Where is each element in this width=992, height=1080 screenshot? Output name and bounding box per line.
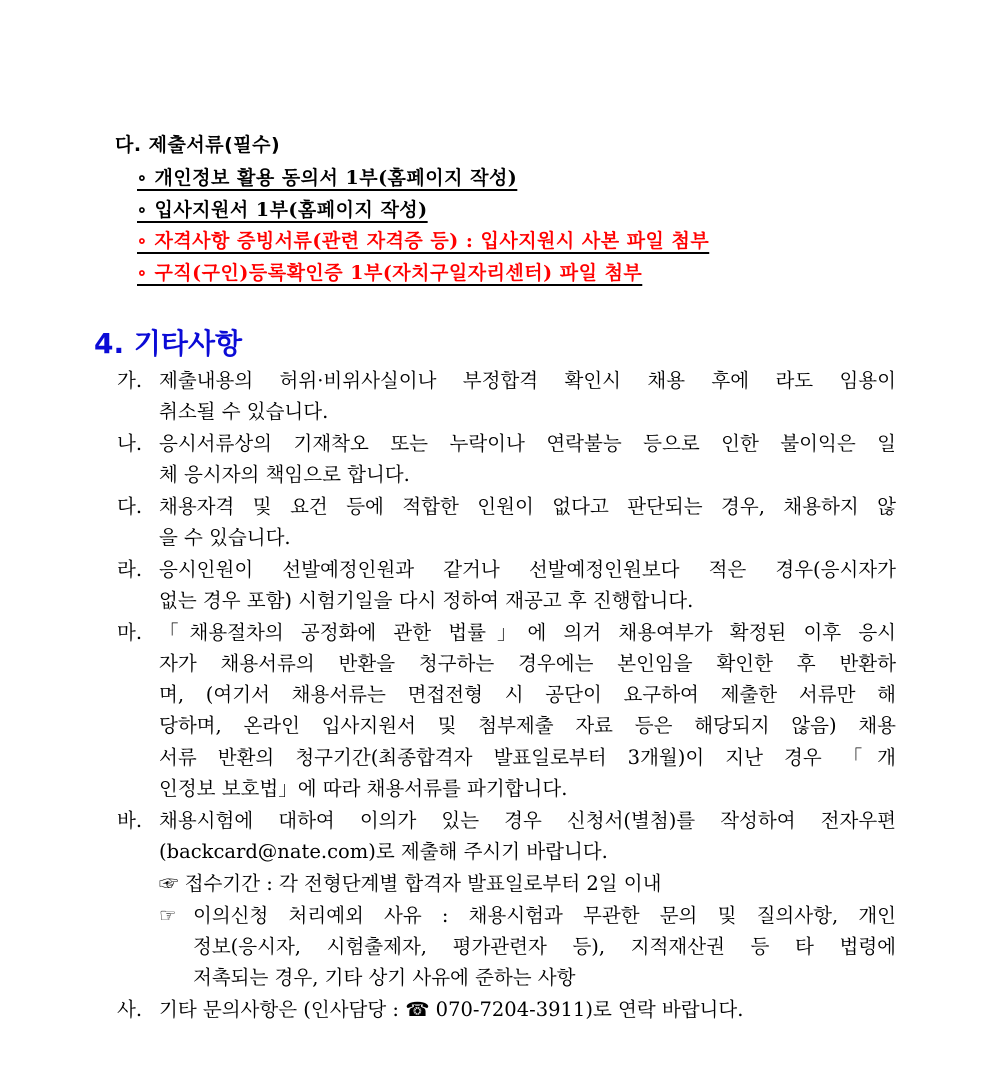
list-item-ga-line2: 취소될 수 있습니다. <box>159 400 329 423</box>
list-item-da-line2: 을 수 있습니다. <box>159 526 291 549</box>
list-item-ma-line2: 자가 채용서류의 반환을 청구하는 경우에는 본인임을 확인한 후 반환하 <box>159 652 896 675</box>
list-item-ga-line1: 제출내용의 허위·비위사실이나 부정합격 확인시 채용 후에 라도 임용이 <box>159 369 896 392</box>
section-heading-submission-docs: 다. 제출서류(필수) <box>115 134 281 156</box>
list-item-ma-line5: 서류 반환의 청구기간(최종합격자 발표일로부터 3개월)이 지난 경우 「개 <box>159 746 896 769</box>
list-item-sa-contact <box>159 994 743 1025</box>
section-heading-other-matters: 4. 기타사항 <box>94 327 243 360</box>
list-item-ma-line1: 「채용절차의 공정화에 관한 법률」에 의거 채용여부가 확정된 이후 응시 <box>159 621 896 644</box>
sub-item-exception-line1: 이의신청 처리예외 사유 : 채용시험과 무관한 문의 및 질의사항, 개인 <box>193 904 896 927</box>
list-marker-ga: 가. <box>117 369 143 392</box>
list-item-ma-line3: 며, (여기서 채용서류는 면접전형 시 공단이 요구하여 제출한 서류만 해 <box>159 683 896 706</box>
list-marker-ra: 라. <box>117 558 143 581</box>
list-item-ma-line4: 당하며, 온라인 입사지원서 및 첨부제출 자료 등은 해당되지 않음) 채용 <box>159 714 896 737</box>
telephone-icon: ☎ <box>405 998 430 1021</box>
doc-item-privacy-consent: ∘ 개인정보 활용 동의서 1부(홈페이지 작성) <box>137 167 518 189</box>
contact-phone-number: 070-7204-3911 <box>429 998 586 1021</box>
contact-text-before: 기타 문의사항은 (인사담당 : <box>159 998 406 1021</box>
list-item-da-line1: 채용자격 및 요건 등에 적합한 인원이 없다고 판단되는 경우, 채용하지 않 <box>159 495 896 518</box>
list-item-ba-line1: 채용시험에 대하여 이의가 있는 경우 신청서(별첨)를 작성하여 전자우편 <box>159 809 896 832</box>
sub-item-marker-hand-icon: ☞ <box>159 904 177 927</box>
list-item-na-line2: 체 응시자의 책임으로 합니다. <box>159 463 410 486</box>
sub-item-objection-period: ☞ 접수기간 : 각 전형단계별 합격자 발표일로부터 2일 이내 <box>159 872 662 895</box>
doc-item-job-registration-cert: ∘ 구직(구인)등록확인증 1부(자치구일자리센터) 파일 첨부 <box>137 262 643 284</box>
list-item-ma-line6: 인정보 보호법」에 따라 채용서류를 파기합니다. <box>159 777 568 800</box>
list-item-ra-line2: 없는 경우 포함) 시험기일을 다시 정하여 재공고 후 진행합니다. <box>159 589 694 612</box>
sub-item-exception-line3: 저촉되는 경우, 기타 상기 사유에 준하는 사항 <box>193 966 576 989</box>
list-marker-na: 나. <box>117 432 143 455</box>
list-marker-sa: 사. <box>117 998 143 1021</box>
list-marker-da: 다. <box>117 495 143 518</box>
list-item-ba-line2: (backcard@nate.com)로 제출해 주시기 바랍니다. <box>159 840 608 863</box>
list-item-na-line1: 응시서류상의 기재착오 또는 누락이나 연락불능 등으로 인한 불이익은 일 <box>159 432 896 455</box>
doc-item-qualification-proof: ∘ 자격사항 증빙서류(관련 자격증 등) : 입사지원시 사본 파일 첨부 <box>137 230 710 252</box>
list-marker-ma: 마. <box>117 621 143 644</box>
doc-item-application-form: ∘ 입사지원서 1부(홈페이지 작성) <box>137 199 428 221</box>
list-item-ra-line1: 응시인원이 선발예정인원과 같거나 선발예정인원보다 적은 경우(응시자가 <box>159 558 896 581</box>
list-marker-ba: 바. <box>117 809 143 832</box>
sub-item-exception-line2: 정보(응시자, 시험출제자, 평가관련자 등), 지적재산권 등 타 법령에 <box>193 935 896 958</box>
contact-text-after: )로 연락 바랍니다. <box>585 998 744 1021</box>
